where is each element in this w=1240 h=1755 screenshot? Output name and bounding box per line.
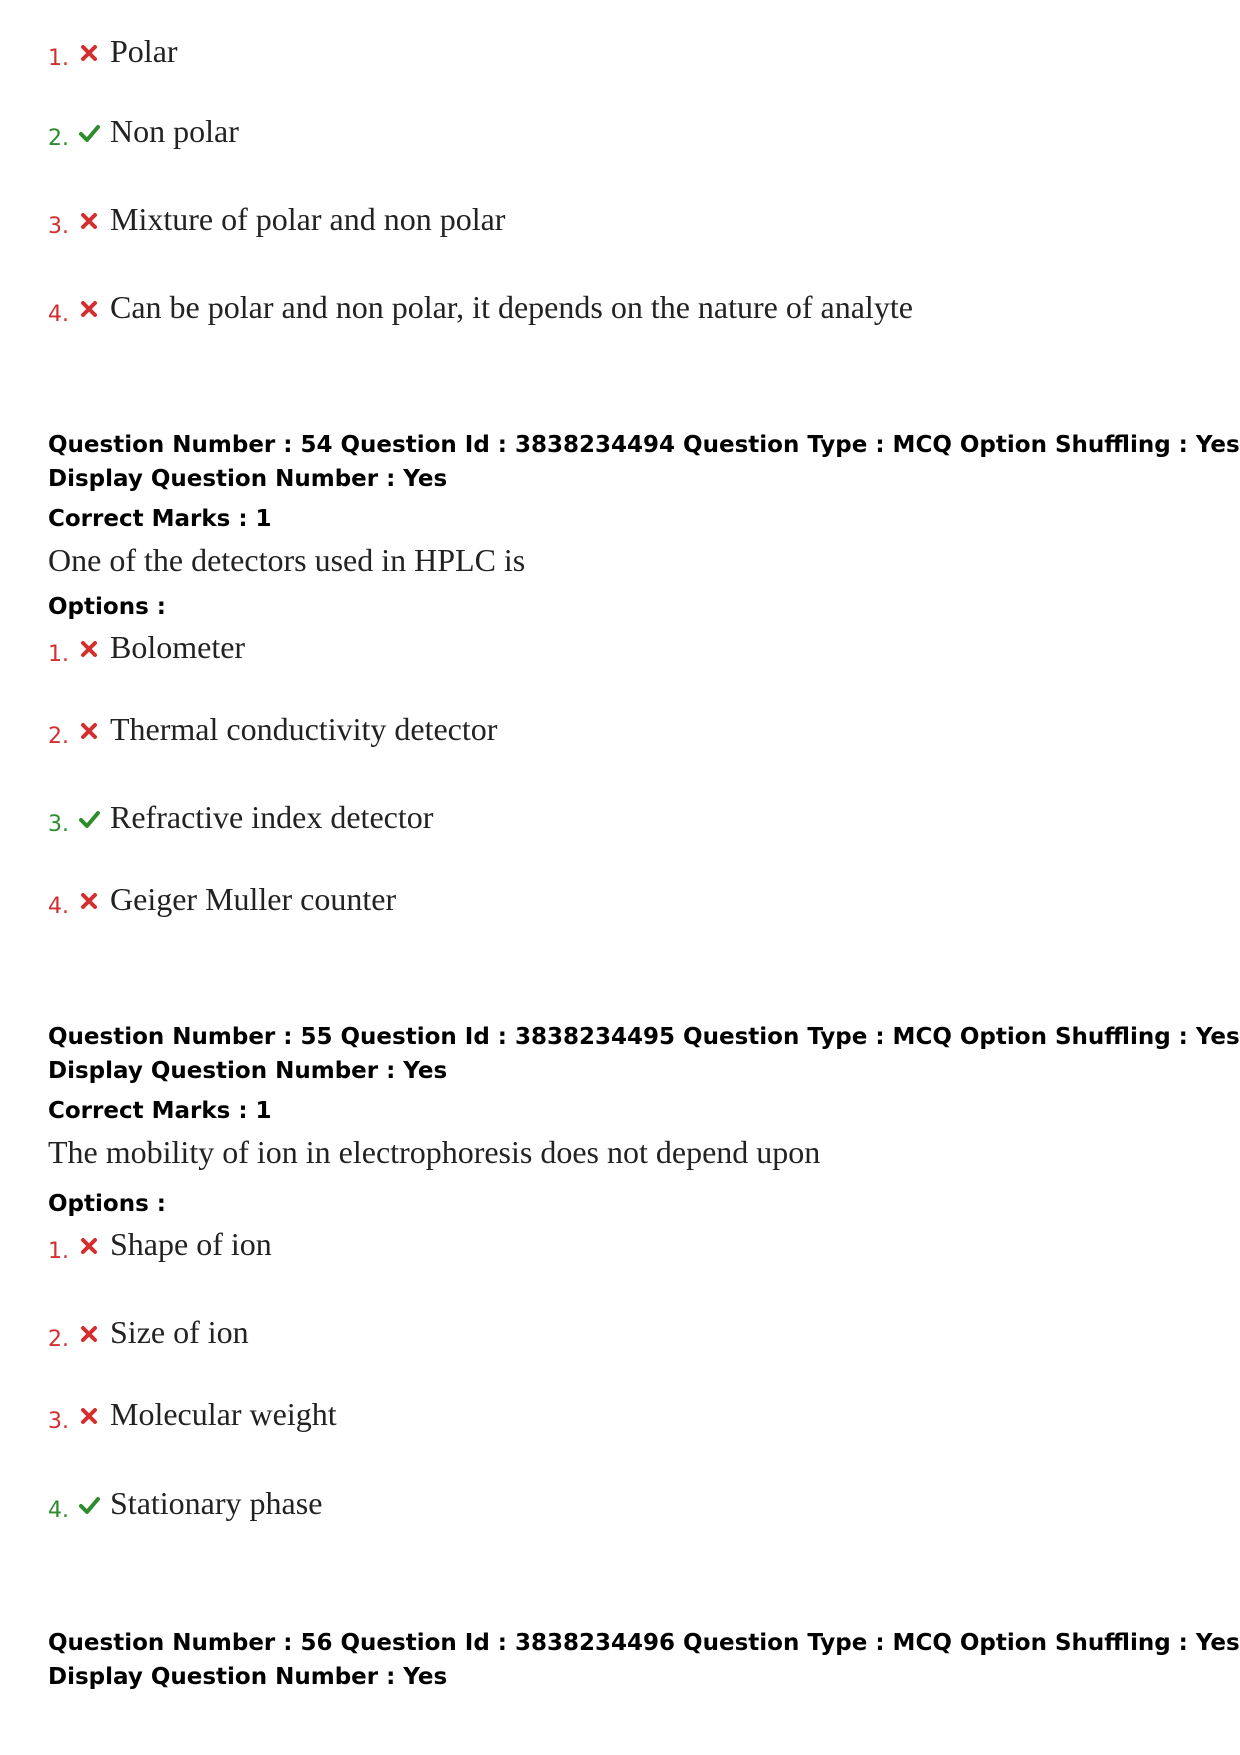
display-question-number: Display Question Number : Yes xyxy=(48,1058,448,1084)
option-number: 3. xyxy=(48,812,69,837)
question-header: Question Number : 56 Question Id : 3838234496 Question Type : MCQ Option Shuffling : Yes xyxy=(48,1630,1240,1656)
cross-icon xyxy=(78,1405,100,1427)
option-text: Stationary phase xyxy=(110,1485,323,1521)
option-item xyxy=(48,32,1198,72)
option-text: Molecular weight xyxy=(110,1396,337,1432)
cross-icon xyxy=(78,638,100,660)
option-item xyxy=(48,200,1198,240)
option-number: 4. xyxy=(48,302,69,327)
checkmark-icon xyxy=(78,808,100,830)
option-number: 4. xyxy=(48,894,69,919)
option-text: Bolometer xyxy=(110,629,246,665)
option-text: Refractive index detector xyxy=(110,799,434,835)
option-item xyxy=(48,1225,1198,1265)
checkmark-icon xyxy=(78,122,100,144)
cross-icon xyxy=(78,42,100,64)
option-number: 2. xyxy=(48,724,69,749)
option-item xyxy=(48,798,1198,838)
option-item xyxy=(48,1484,1198,1524)
question-header: Question Number : 54 Question Id : 3838234494 Question Type : MCQ Option Shuffling : Yes xyxy=(48,432,1240,458)
cross-icon xyxy=(78,298,100,320)
checkmark-icon xyxy=(78,1494,100,1516)
option-text: Mixture of polar and non polar xyxy=(110,201,506,237)
correct-marks: Correct Marks : 1 xyxy=(48,506,272,532)
option-item xyxy=(48,628,1198,668)
option-number: 1. xyxy=(48,642,69,667)
option-number: 3. xyxy=(48,1409,69,1434)
question-text: The mobility of ion in electrophoresis does not depend upon xyxy=(48,1134,821,1170)
cross-icon xyxy=(78,1323,100,1345)
cross-icon xyxy=(78,890,100,912)
display-question-number: Display Question Number : Yes xyxy=(48,1664,448,1690)
question-text: One of the detectors used in HPLC is xyxy=(48,542,526,578)
option-number: 1. xyxy=(48,46,69,71)
cross-icon xyxy=(78,1235,100,1257)
option-text: Thermal conductivity detector xyxy=(110,711,498,747)
option-number: 4. xyxy=(48,1498,69,1523)
option-item xyxy=(48,710,1198,750)
option-item xyxy=(48,288,1198,328)
options-label: Options : xyxy=(48,1191,166,1217)
option-number: 2. xyxy=(48,126,69,151)
option-item xyxy=(48,112,1198,152)
option-number: 3. xyxy=(48,214,69,239)
option-text: Polar xyxy=(110,33,178,69)
option-text: Size of ion xyxy=(110,1314,249,1350)
display-question-number: Display Question Number : Yes xyxy=(48,466,448,492)
option-text: Can be polar and non polar, it depends on the nature of analyte xyxy=(110,289,913,325)
options-label: Options : xyxy=(48,594,166,620)
option-item xyxy=(48,880,1198,920)
option-item xyxy=(48,1395,1198,1435)
option-text: Geiger Muller counter xyxy=(110,881,397,917)
option-number: 2. xyxy=(48,1327,69,1352)
option-item xyxy=(48,1313,1198,1353)
cross-icon xyxy=(78,720,100,742)
option-number: 1. xyxy=(48,1239,69,1264)
option-text: Non polar xyxy=(110,113,239,149)
question-header: Question Number : 55 Question Id : 3838234495 Question Type : MCQ Option Shuffling : Yes xyxy=(48,1024,1240,1050)
cross-icon xyxy=(78,210,100,232)
correct-marks: Correct Marks : 1 xyxy=(48,1098,272,1124)
option-text: Shape of ion xyxy=(110,1226,272,1262)
